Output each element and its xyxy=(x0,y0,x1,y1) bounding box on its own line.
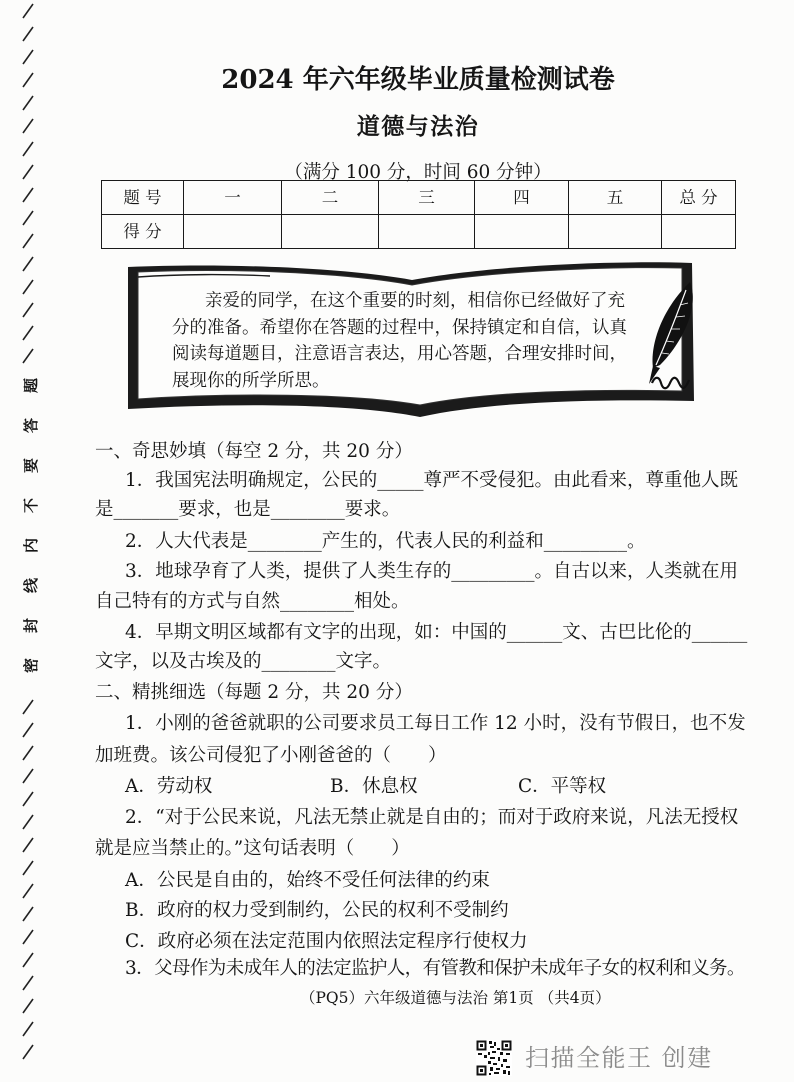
score-table-header-label: 题 号 xyxy=(102,181,184,215)
score-table xyxy=(101,180,736,249)
seal-dash xyxy=(23,930,33,944)
seal-dash xyxy=(23,861,33,875)
scanner-watermark-text: 扫描全能王 创建 xyxy=(525,1044,713,1072)
greeting-line-4: 展现你的所学所思。 xyxy=(172,371,330,391)
seal-dash xyxy=(23,723,33,737)
choice-question-2-line-1: 2．“对于公民来说，凡法无禁止就是自由的；而对于政府来说，凡法无授权 xyxy=(125,807,739,828)
seal-dash xyxy=(23,838,33,852)
score-table-header-row xyxy=(102,181,736,215)
score-cell xyxy=(282,215,379,249)
seal-dash xyxy=(23,4,33,18)
seal-dash xyxy=(23,280,33,294)
score-table-score-row xyxy=(102,215,736,249)
choice-question-3-line-1: 3．父母作为未成年人的法定监护人，有管教和保护未成年子女的权利和义务。 xyxy=(125,958,745,979)
seal-dash xyxy=(23,884,33,898)
seal-dash xyxy=(23,999,33,1013)
greeting-line-1: 亲爱的同学，在这个重要的时刻，相信你已经做好了充 xyxy=(205,291,625,311)
choice-question-1-option-a: A．劳动权 xyxy=(125,776,213,797)
fill-question-1-line-2: 是_______要求，也是________要求。 xyxy=(95,499,401,520)
seal-dash xyxy=(23,1022,33,1036)
seal-dash xyxy=(23,326,33,340)
exam-info: （满分 100 分，时间 60 分钟） xyxy=(284,162,552,183)
score-cell xyxy=(475,215,569,249)
seal-dash xyxy=(23,50,33,64)
seal-dash xyxy=(23,165,33,179)
section-1-heading: 一、奇思妙填（每空 2 分，共 20 分） xyxy=(95,441,413,462)
seal-dash xyxy=(23,815,33,829)
score-table-header-part-2: 二 xyxy=(282,181,379,215)
choice-question-2-option-b: B．政府的权力受到制约，公民的权利不受制约 xyxy=(125,900,509,921)
score-cell xyxy=(662,215,736,249)
choice-question-2-option-a: A．公民是自由的，始终不受任何法律的约束 xyxy=(125,870,490,891)
choice-question-2-option-c: C．政府必须在法定范围内依照法定程序行使权力 xyxy=(125,931,528,952)
seal-dash xyxy=(23,769,33,783)
seal-dash xyxy=(23,953,33,967)
score-table-header-part-4: 四 xyxy=(475,181,569,215)
seal-dash xyxy=(23,976,33,990)
seal-line-notice: 密封线内不要答题 xyxy=(22,352,40,673)
seal-dash xyxy=(23,211,33,225)
score-table-header-part-3: 三 xyxy=(379,181,475,215)
choice-question-1-option-b: B．休息权 xyxy=(330,776,418,797)
greeting-book-frame xyxy=(120,255,700,425)
score-cell xyxy=(569,215,662,249)
seal-dash xyxy=(23,27,33,41)
choice-question-2-line-2: 就是应当禁止的。”这句话表明（ ） xyxy=(95,838,410,859)
score-table-header-part-1: 一 xyxy=(184,181,282,215)
fill-question-4-line-2: 文字，以及古埃及的________文字。 xyxy=(95,651,392,672)
score-table-header-total: 总 分 xyxy=(662,181,736,215)
fill-question-2-line-1: 2．人大代表是________产生的，代表人民的利益和_________。 xyxy=(125,531,646,552)
seal-dash xyxy=(23,73,33,87)
seal-dash xyxy=(23,792,33,806)
choice-question-1-line-1: 1．小刚的爸爸就职的公司要求员工每日工作 12 小时，没有节假日，也不发 xyxy=(125,713,746,734)
greeting-line-3: 阅读每道题目，注意语言表达，用心答题，合理安排时间， xyxy=(172,344,627,364)
seal-dash xyxy=(23,234,33,248)
seal-dash xyxy=(23,700,33,714)
score-table-score-label: 得 分 xyxy=(102,215,184,249)
seal-dash xyxy=(23,142,33,156)
page-footer: （PQ5）六年级道德与法治 第1页 （共4页） xyxy=(300,989,611,1007)
seal-dash xyxy=(23,746,33,760)
exam-subject: 道德与法治 xyxy=(356,113,480,140)
fill-question-3-line-2: 自己特有的方式与自然________相处。 xyxy=(95,591,410,612)
section-2-heading: 二、精挑细选（每题 2 分，共 20 分） xyxy=(95,682,413,703)
seal-dash xyxy=(23,119,33,133)
greeting-line-2: 分的准备。希望你在答题的过程中，保持镇定和自信，认真 xyxy=(172,318,627,338)
exam-title: 2024 年六年级毕业质量检测试卷 xyxy=(221,65,615,95)
fill-question-4-line-1: 4．早期文明区域都有文字的出现，如：中国的______文、古巴比伦的______ xyxy=(125,622,748,643)
seal-dash xyxy=(23,907,33,921)
choice-question-1-line-2: 加班费。该公司侵犯了小刚爸爸的（ ） xyxy=(95,745,447,766)
choice-question-1-option-c: C．平等权 xyxy=(518,776,607,797)
seal-dash xyxy=(23,257,33,271)
score-table-header-part-5: 五 xyxy=(569,181,662,215)
score-cell xyxy=(379,215,475,249)
fill-question-3-line-1: 3．地球孕育了人类，提供了人类生存的_________。自古以来，人类就在用 xyxy=(125,561,739,582)
qr-code-icon xyxy=(476,1040,512,1076)
score-cell xyxy=(184,215,282,249)
seal-dash xyxy=(23,188,33,202)
seal-dash xyxy=(23,96,33,110)
seal-dash xyxy=(23,303,33,317)
fill-question-1-line-1: 1．我国宪法明确规定，公民的_____尊严不受侵犯。由此看来，尊重他人既 xyxy=(125,470,739,491)
seal-dash xyxy=(23,1045,33,1059)
